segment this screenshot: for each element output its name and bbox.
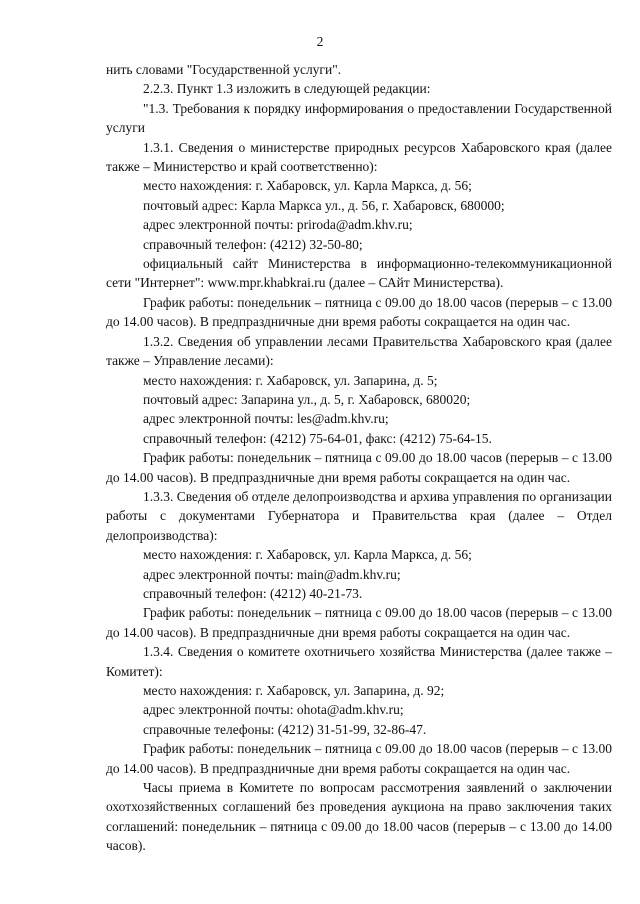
paragraph: справочные телефоны: (4212) 31-51-99, 32-86-47.: [143, 721, 427, 737]
paragraph: Часы приема в Комитете по вопросам рассмотрения заявлений о заключении охотхозяйственных соглашений без проведения аукциона на право заключения таких соглашений: понедельник – пятница с 09.00 до 18.00 часов (перерыв – с 13.00 до 14.00 часов).: [106, 780, 612, 854]
page-number: 2: [316, 34, 324, 49]
paragraph: График работы: понедельник – пятница с 09.00 до 18.00 часов (перерыв – с 13.00 до 14.00 часов). В предпраздничные дни время работы сокращается на один час.: [106, 605, 612, 640]
paragraph: адрес электронной почты: les@adm.khv.ru;: [143, 411, 389, 427]
paragraph: адрес электронной почты: ohota@adm.khv.ru;: [143, 702, 404, 718]
paragraph: место нахождения: г. Хабаровск, ул. Карла Маркса, д. 56;: [143, 547, 472, 563]
paragraph: нить словами "Государственной услуги".: [106, 62, 342, 77]
paragraph: График работы: понедельник – пятница с 09.00 до 18.00 часов (перерыв – с 13.00 до 14.00 часов). В предпраздничные дни время работы сокращается на один час.: [106, 450, 612, 485]
paragraph: справочный телефон: (4212) 40-21-73.: [143, 585, 363, 601]
paragraph: справочный телефон: (4212) 32-50-80;: [143, 236, 363, 252]
paragraph: 2.2.3. Пункт 1.3 изложить в следующей редакции:: [143, 81, 431, 97]
paragraph: официальный сайт Министерства в информационно-телекоммуникационной сети "Интернет": www.mpr.khabkrai.ru (далее – САйт Министерства).: [106, 256, 612, 291]
paragraph: 1.3.1. Сведения о министерстве природных ресурсов Хабаровского края (далее также – Министерство и край соответственно):: [106, 139, 612, 175]
document-body: [106, 60, 612, 856]
paragraph: адрес электронной почты: main@adm.khv.ru;: [143, 566, 401, 582]
paragraph: место нахождения: г. Хабаровск, ул. Запарина, д. 5;: [143, 372, 438, 388]
paragraph: 1.3.4. Сведения о комитете охотничьего хозяйства Министерства (далее также – Комитет):: [106, 644, 612, 679]
paragraph: почтовый адрес: Запарина ул., д. 5, г. Хабаровск, 680020;: [143, 391, 471, 407]
paragraph: справочный телефон: (4212) 75-64-01, факс: (4212) 75-64-15.: [143, 430, 492, 446]
paragraph: "1.3. Требования к порядку информирования о предоставлении Государственной услуги: [106, 100, 612, 136]
paragraph: место нахождения: г. Хабаровск, ул. Запарина, д. 92;: [143, 683, 445, 698]
paragraph: адрес электронной почты: priroda@adm.khv.ru;: [143, 217, 413, 233]
paragraph: почтовый адрес: Карла Маркса ул., д. 56, г. Хабаровск, 680000;: [143, 197, 505, 213]
paragraph: 1.3.2. Сведения об управлении лесами Правительства Хабаровского края (далее также – Управление лесами):: [106, 333, 612, 369]
paragraph: График работы: понедельник – пятница с 09.00 до 18.00 часов (перерыв – с 13.00 до 14.00 часов). В предпраздничные дни время работы сокращается на один час.: [106, 294, 612, 330]
paragraph: График работы: понедельник – пятница с 09.00 до 18.00 часов (перерыв – с 13.00 до 14.00 часов). В предпраздничные дни время работы сокращается на один час.: [106, 741, 612, 776]
paragraph: место нахождения: г. Хабаровск, ул. Карла Маркса, д. 56;: [143, 178, 472, 194]
paragraph: 1.3.3. Сведения об отделе делопроизводства и архива управления по организации работы с документами Губернатора и Правительства края (далее – Отдел делопроизводства):: [106, 488, 612, 543]
